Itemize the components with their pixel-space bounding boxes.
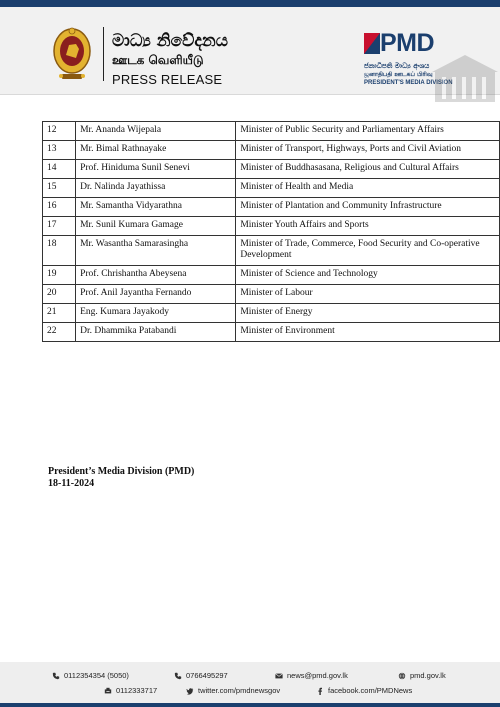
row-number: 19: [43, 266, 76, 285]
row-number: 20: [43, 285, 76, 304]
pmd-logo-text: PMD: [380, 29, 435, 57]
footer-phone-text: 0112354354 (5050): [64, 671, 129, 680]
contact-footer: [0, 662, 500, 703]
ministers-table: [42, 121, 500, 342]
footer-email-text: news@pmd.gov.lk: [287, 671, 348, 680]
footer-website[interactable]: [398, 671, 446, 680]
row-number: 22: [43, 323, 76, 342]
signature-org: President’s Media Division (PMD): [48, 466, 195, 477]
secretariat-building-watermark-icon: [430, 47, 500, 102]
ministry-portfolio: Minister of Energy: [236, 304, 500, 323]
table-row: [43, 141, 500, 160]
footer-phone[interactable]: [52, 671, 129, 680]
footer-twitter[interactable]: [186, 686, 280, 695]
row-number: 21: [43, 304, 76, 323]
footer-email[interactable]: [275, 671, 348, 680]
row-number: 18: [43, 236, 76, 266]
globe-icon: [398, 672, 406, 680]
ministry-portfolio: Minister of Transport, Highways, Ports and Civil Aviation: [236, 141, 500, 160]
table-row: [43, 217, 500, 236]
table-row: [43, 285, 500, 304]
minister-name: Prof. Anil Jayantha Fernando: [76, 285, 236, 304]
minister-name: Prof. Chrishantha Abeysena: [76, 266, 236, 285]
pmd-sinhala-name: ජනාධිපති මාධ්‍ය අංශය: [364, 62, 430, 70]
minister-name: Dr. Dhammika Patabandi: [76, 323, 236, 342]
footer-fax-text: 0112333717: [116, 686, 158, 695]
page-header: [0, 7, 500, 95]
minister-name: Mr. Bimal Rathnayake: [76, 141, 236, 160]
table-row: [43, 160, 500, 179]
ministry-portfolio: Minister of Labour: [236, 285, 500, 304]
footer-mobile[interactable]: [174, 671, 228, 680]
bottom-brand-strip: [0, 703, 500, 707]
table-row: [43, 122, 500, 141]
tamil-title: ஊடக வெளியீடு: [112, 53, 204, 67]
top-brand-strip: [0, 0, 500, 7]
twitter-icon: [186, 687, 194, 695]
minister-name: Eng. Kumara Jayakody: [76, 304, 236, 323]
pmd-logo-mark-icon: [364, 33, 380, 54]
minister-name: Mr. Wasantha Samarasingha: [76, 236, 236, 266]
table-row: [43, 323, 500, 342]
footer-mobile-text: 0766495297: [186, 671, 228, 680]
ministry-portfolio: Minister of Science and Technology: [236, 266, 500, 285]
footer-website-text: pmd.gov.lk: [410, 671, 446, 680]
ministry-portfolio: Minister of Buddhasasana, Religious and Cultural Affairs: [236, 160, 500, 179]
header-divider: [103, 27, 104, 81]
minister-name: Mr. Sunil Kumara Gamage: [76, 217, 236, 236]
footer-facebook-text: facebook.com/PMDNews: [328, 686, 413, 695]
minister-name: Dr. Nalinda Jayathissa: [76, 179, 236, 198]
signature-date: 18-11-2024: [48, 478, 95, 489]
fax-icon: [104, 687, 112, 695]
ministry-portfolio: Minister of Public Security and Parliamentary Affairs: [236, 122, 500, 141]
minister-name: Mr. Ananda Wijepala: [76, 122, 236, 141]
row-number: 16: [43, 198, 76, 217]
phone-icon: [174, 672, 182, 680]
sinhala-title: මාධ්‍ය නිවේදනය: [112, 31, 228, 51]
pmd-tamil-name: ஜனாதிபதி ஊடகப் பிரிவு: [364, 71, 433, 78]
ministry-portfolio: Minister Youth Affairs and Sports: [236, 217, 500, 236]
footer-fax[interactable]: [104, 686, 157, 695]
table-row: [43, 179, 500, 198]
table-row: [43, 304, 500, 323]
phone-icon: [52, 672, 60, 680]
table-row: [43, 198, 500, 217]
email-icon: [275, 672, 283, 680]
sri-lanka-emblem-icon: [52, 25, 92, 83]
minister-name: Mr. Samantha Vidyarathna: [76, 198, 236, 217]
footer-facebook[interactable]: [316, 686, 412, 695]
minister-name: Prof. Hiniduma Sunil Senevi: [76, 160, 236, 179]
row-number: 14: [43, 160, 76, 179]
table-row: [43, 266, 500, 285]
row-number: 17: [43, 217, 76, 236]
row-number: 13: [43, 141, 76, 160]
row-number: 15: [43, 179, 76, 198]
facebook-icon: [316, 687, 324, 695]
pmd-english-name: PRESIDENT'S MEDIA DIVISION: [364, 80, 453, 86]
table-row: [43, 236, 500, 266]
press-release-title: PRESS RELEASE: [112, 72, 223, 87]
footer-twitter-text: twitter.com/pmdnewsgov: [198, 686, 281, 695]
ministry-portfolio: Minister of Plantation and Community Infrastructure: [236, 198, 500, 217]
ministry-portfolio: Minister of Trade, Commerce, Food Security and Co-operative Development: [236, 236, 500, 266]
row-number: 12: [43, 122, 76, 141]
ministry-portfolio: Minister of Environment: [236, 323, 500, 342]
ministry-portfolio: Minister of Health and Media: [236, 179, 500, 198]
